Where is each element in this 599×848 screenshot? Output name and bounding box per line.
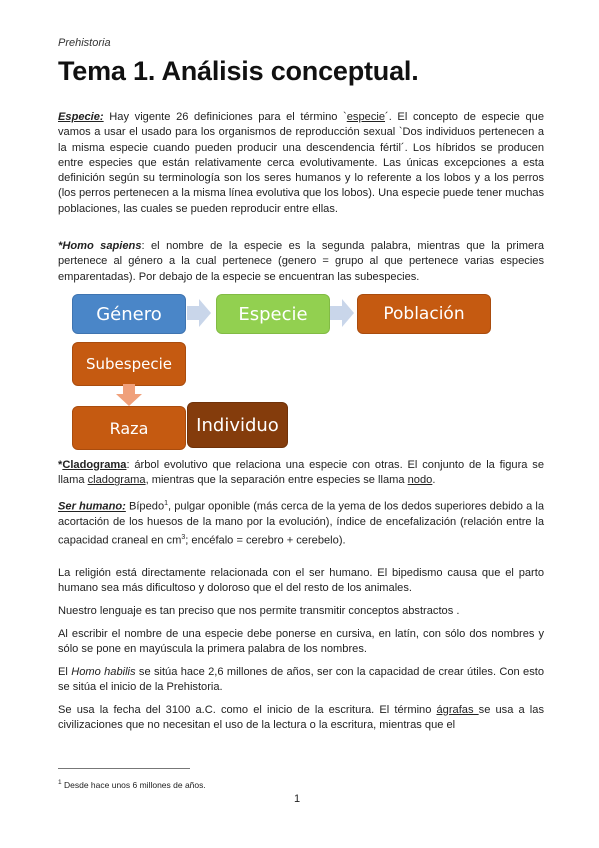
- paragraph-especie: [58, 110, 544, 217]
- box-raza: Raza: [72, 406, 186, 450]
- paragraph-nombre-especie: Al escribir el nombre de una especie debe ponerse en cursiva, en latín, con sólo dos nombres y sólo se pone en mayúscula la primera palabra de los nombres.: [58, 628, 544, 656]
- text-span: Se usa la fecha del 3100 a.C. como el inicio de la escritura. El término: [58, 704, 437, 716]
- arrow-right-icon: [330, 299, 354, 327]
- text-span: ; encéfalo = cerebro + cerebelo).: [185, 534, 346, 547]
- text-span: : el nombre de la especie es la segunda palabra, mientras que la primera pertenece al género a la cual pertenece (genero = grupo al que pertenece varias especies emparentadas). Por debajo de la especie se encuentran las subespecies.: [58, 240, 544, 283]
- text-span: se sitúa hace 2,6 millones de años, ser con la capacidad de crear útiles. Con esto se sitúa el inicio de la Prehistoria.: [58, 666, 545, 694]
- paragraph-ser-humano: [58, 496, 544, 549]
- text-span: Bípedo: [125, 500, 165, 513]
- taxonomy-diagram: [58, 290, 544, 450]
- box-poblacion: Población: [357, 294, 491, 334]
- paragraph-lenguaje: Nuestro lenguaje es tan preciso que nos permite transmitir conceptos abstractos .: [58, 605, 460, 617]
- text-span: : árbol evolutivo que relaciona una especie con otras. El conjunto de la figura se llama: [58, 459, 544, 487]
- paragraph-homo-sapiens: [58, 239, 544, 285]
- arrow-down-icon: [116, 384, 142, 406]
- arrow-right-icon: [187, 299, 211, 327]
- term-homo-sapiens: *Homo sapiens: [58, 240, 142, 252]
- text-span: ´. El concepto de especie que vamos a usar el usado para los organismos de reproducción sexual `Dos individuos pertenecen a la misma especie cuando pueden producir una descendencia fértil´. Los híbridos se producen entre especies que están relativamente cerca evolutivamente. Las únicas excepciones a esta definición según su terminología son los seres humanos y lo referente a los lobos y a los perros (los perros pertenecen a la misma línea evolutiva que los lobos). Una especie puede tener muchas poblaciones, las cuales se pueden reproducir entre ellas.: [58, 111, 544, 215]
- page-title: Tema 1. Análisis conceptual.: [58, 56, 419, 86]
- text-span: Hay vigente 26 definiciones para el término `: [103, 111, 347, 123]
- underlined-especie: especie: [346, 111, 386, 123]
- footnote: [58, 779, 206, 790]
- term-cladograma: Cladograma: [62, 459, 127, 471]
- underlined-nodo: nodo: [407, 474, 433, 487]
- text-span: El: [58, 666, 72, 678]
- term-ser-humano: Ser humano:: [58, 500, 126, 513]
- box-subespecie: Subespecie: [72, 342, 186, 386]
- box-especie: Especie: [216, 294, 330, 334]
- text-span: se usa a las civilizaciones que no necesitan el uso de la lectura o la escritura, mientras que el: [58, 704, 544, 732]
- box-genero: Género: [72, 294, 186, 334]
- underlined-agrafas: ágrafas: [436, 704, 479, 716]
- footnote-ref[interactable]: 1: [164, 500, 169, 507]
- footnote-text: Desde hace unos 6 millones de años.: [61, 779, 206, 790]
- footnote-number: 1: [58, 779, 62, 786]
- paragraph-escritura: [58, 703, 544, 734]
- paragraph-homo-habilis: [58, 665, 544, 696]
- term-especie: Especie:: [58, 111, 104, 123]
- italic-homo-habilis: Homo habilis: [71, 666, 136, 678]
- text-span: , mientras que la separación entre especies se llama: [145, 474, 408, 487]
- text-span: .: [432, 474, 436, 487]
- running-header: Prehistoria: [58, 37, 111, 49]
- paragraph-cladograma: [58, 458, 544, 489]
- footnote-divider: [58, 768, 190, 769]
- superscript: 3: [181, 534, 186, 542]
- asterisk: *: [58, 459, 63, 471]
- underlined-cladograma: cladograma: [87, 474, 146, 487]
- box-individuo: Individuo: [187, 402, 288, 448]
- text-span: , pulgar oponible (más cerca de la yema de los dedos superiores debido a la acortación de los huesos de la mano por la evolución), índice de encefalización (relación entre la capacidad craneal en cm: [58, 500, 545, 547]
- paragraph-religion: La religión está directamente relacionada con el ser humano. El bipedismo causa que el parto humano sea más dificultoso y doloroso que el del resto de los animales.: [58, 567, 544, 595]
- page-number: 1: [294, 793, 301, 805]
